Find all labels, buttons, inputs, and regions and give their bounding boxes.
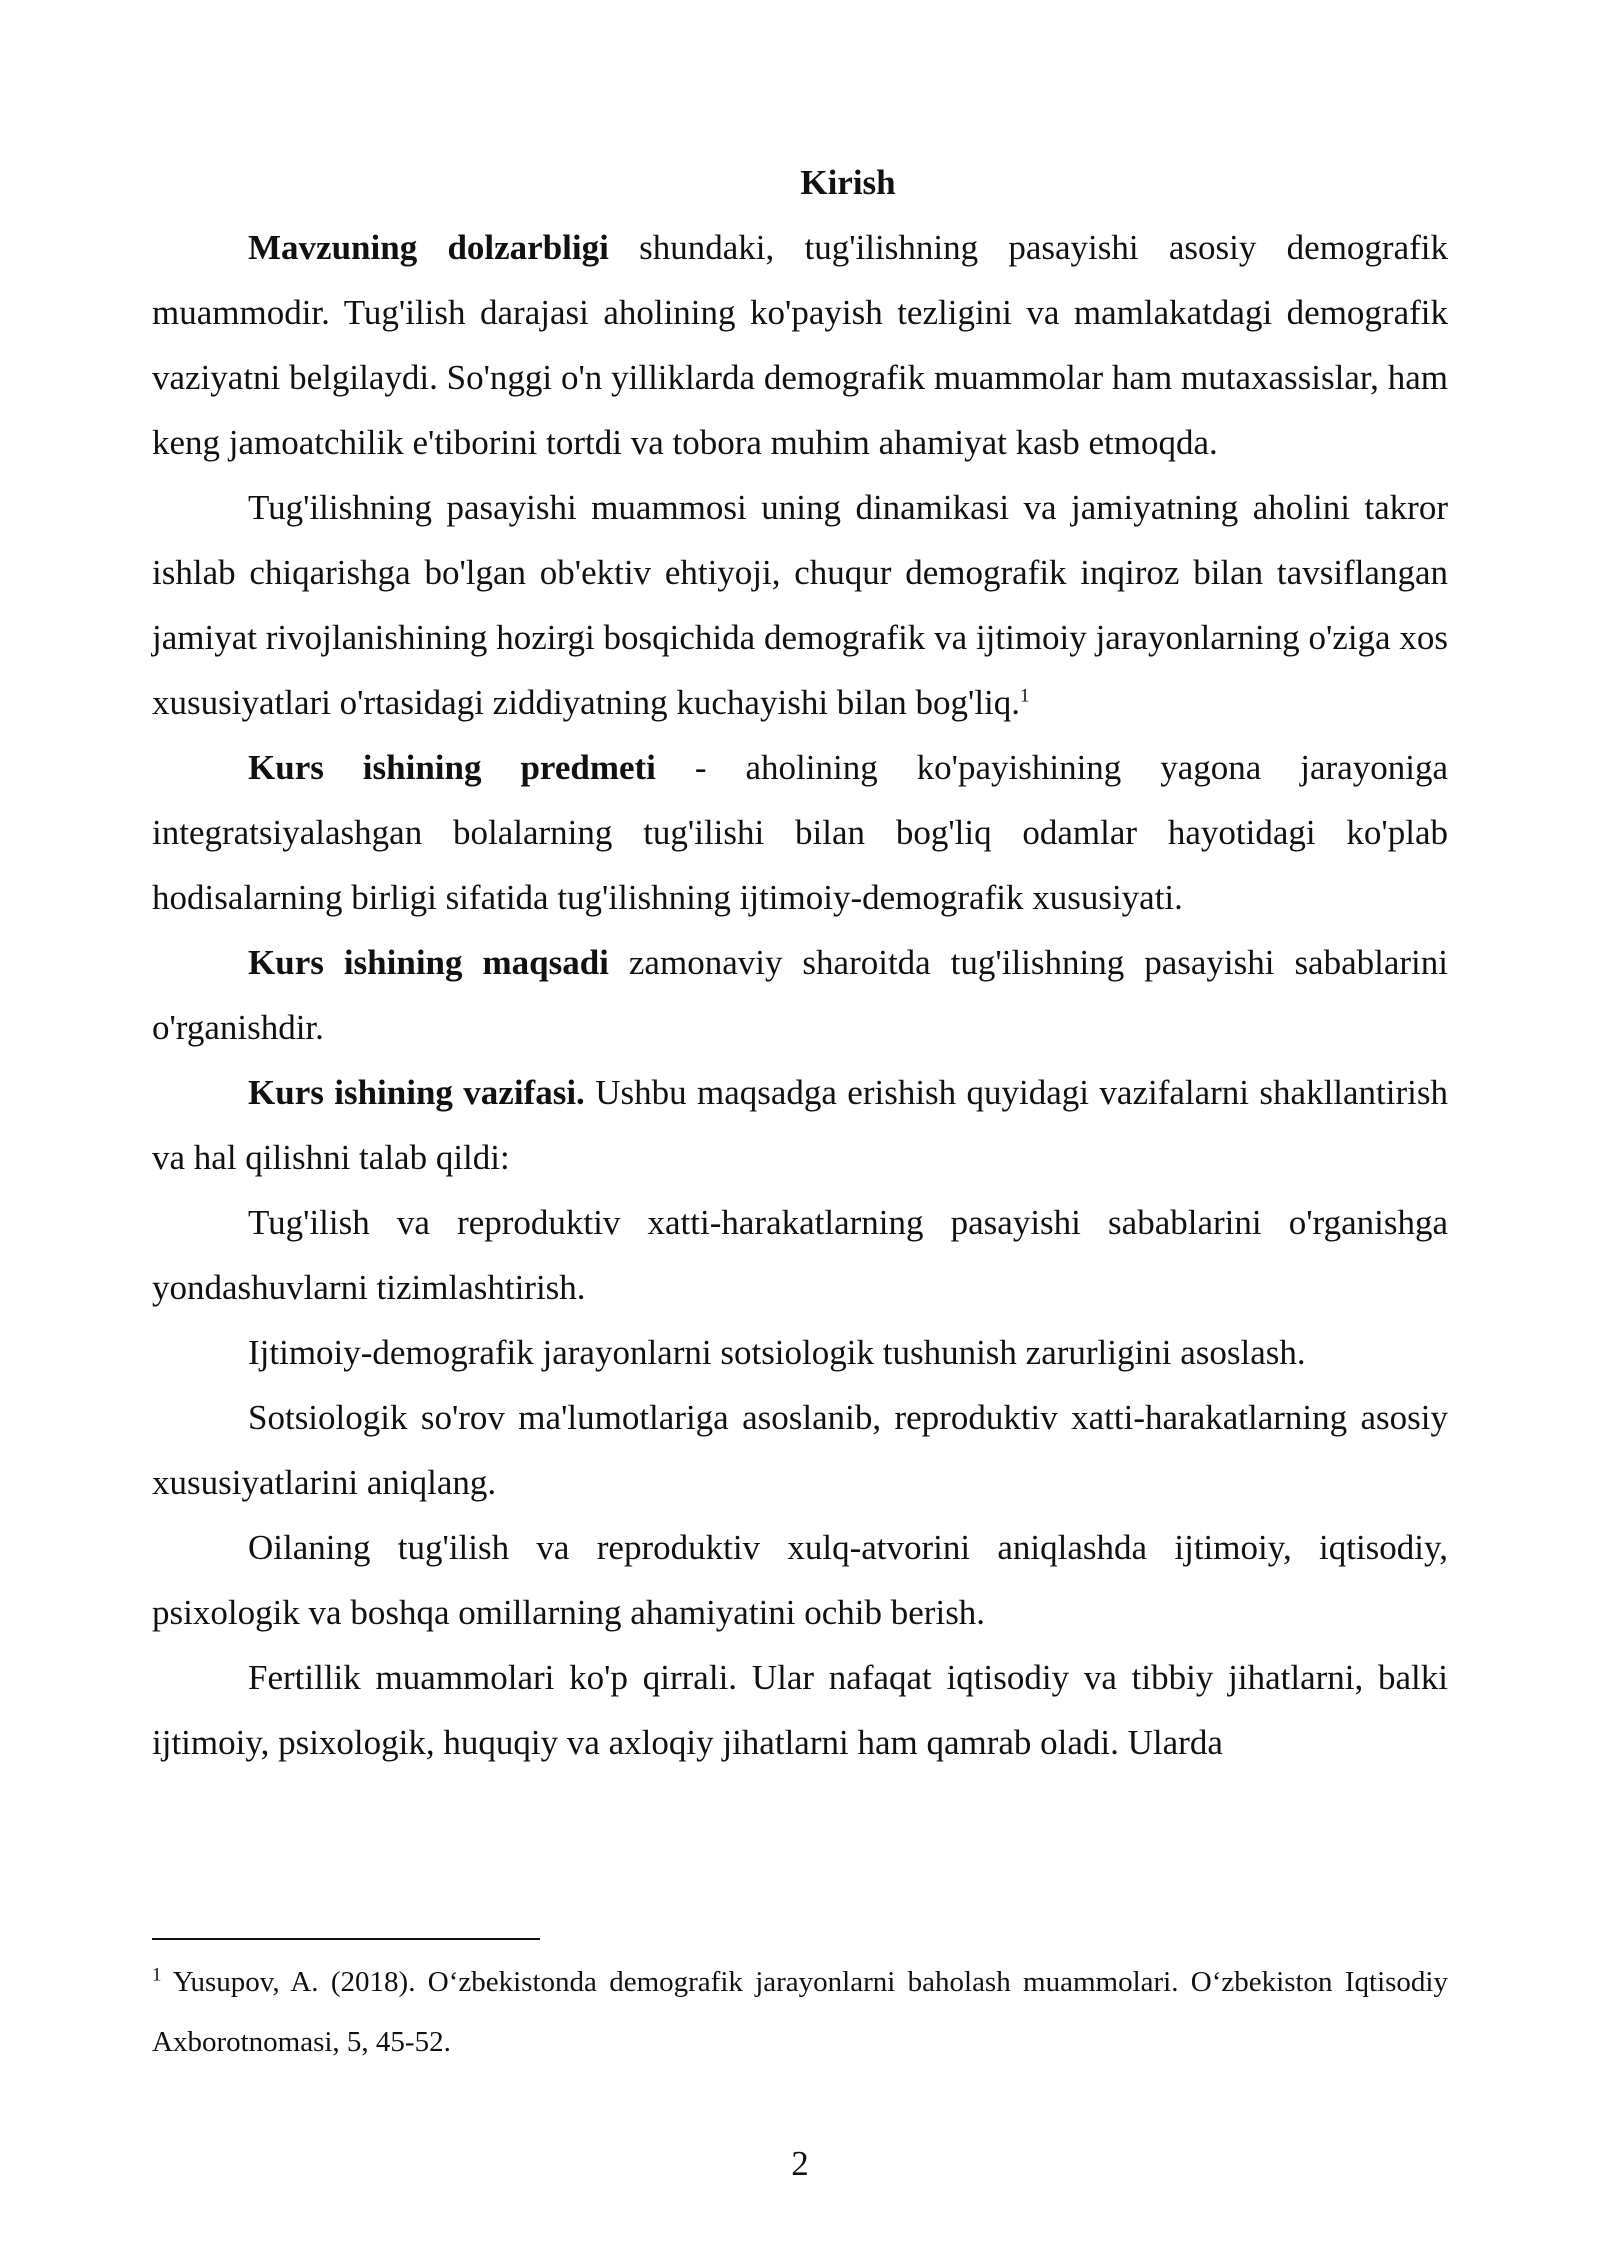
paragraph-relevance [152, 215, 1448, 475]
paragraph-text: Ijtimoiy-demografik jarayonlarni sotsiologik tushunish zarurligini asoslash. [248, 1333, 1306, 1372]
task-item [152, 1320, 1448, 1385]
footnote-reference[interactable]: 1 [1020, 685, 1030, 707]
footnote [152, 1952, 1448, 2072]
paragraph-lead: Kurs ishining predmeti [248, 748, 656, 787]
task-item [152, 1190, 1448, 1320]
paragraph-text: Oilaning tug'ilish va reproduktiv xulq-atvorini aniqlashda ijtimoiy, iqtisodiy, psixologik va boshqa omillarning ahamiyatini ochib berish. [152, 1528, 1448, 1632]
page-title: Kirish [800, 163, 896, 202]
paragraph-text: Ushbu maqsadga erishish quyidagi vazifalarni shakllantirish va hal qilishni talab qildi: [152, 1073, 1449, 1177]
page-number: 2 [791, 2144, 809, 2183]
paragraph-text: Fertillik muammolari ko'p qirrali. Ular nafaqat iqtisodiy va tibbiy jihatlarni, balki ijtimoiy, psixologik, huquqiy va axloqiy jihatlarni ham qamrab oladi. Ularda [152, 1658, 1448, 1762]
task-item [152, 1385, 1448, 1515]
paragraph-lead: Mavzuning dolzarbligi [248, 228, 609, 267]
paragraph-text: zamonaviy sharoitda tug'ilishning pasayishi sabablarini o'rganishdir. [152, 943, 1448, 1047]
paragraph-lead: Kurs ishining maqsadi [248, 943, 609, 982]
document-body [152, 150, 1448, 1775]
paragraph-text: shundaki, tug'ilishning pasayishi asosiy demografik muammodir. Tug'ilish darajasi aholining ko'payish tezligini va mamlakatdagi demografik vaziyatni belgilaydi. So'nggi o'n yilliklarda demografik muammolar ham mutaxassislar, ham keng jamoatchilik e'tiborini tortdi va tobora muhim ahamiyat kasb etmoqda. [152, 228, 1448, 462]
paragraph-lead: Kurs ishining vazifasi. [248, 1073, 585, 1112]
task-item [152, 1515, 1448, 1645]
footnote-number: 1 [152, 1964, 162, 1986]
footnote-text: Yusupov, A. (2018). O‘zbekistonda demografik jarayonlarni baholash muammolari. O‘zbekiston Iqtisodiy Axborotnomasi, 5, 45-52. [152, 1966, 1448, 2058]
paragraph-fertility [152, 1645, 1448, 1775]
paragraph-text: Tug'ilishning pasayishi muammosi uning dinamikasi va jamiyatning aholini takror ishlab chiqarishga bo'lgan ob'ektiv ehtiyoji, chuqur demografik inqiroz bilan tavsiflangan jamiyat rivojlanishining hozirgi bosqichida demografik va ijtimoiy jarayonlarning o'ziga xos xususiyatlari o'rtasidagi ziddiyatning kuchayishi bilan bog'liq. [152, 488, 1448, 722]
paragraph-text: - aholining ko'payishining yagona jarayoniga integratsiyalashgan bolalarning tug'ilishi bilan bog'liq odamlar hayotidagi ko'plab hodisalarning birligi sifatida tug'ilishning ijtimoiy-demografik xususiyati. [152, 748, 1448, 917]
paragraph-subject [152, 735, 1448, 930]
paragraph-problem [152, 475, 1448, 735]
paragraph-tasks [152, 1060, 1448, 1190]
paragraph-text: Tug'ilish va reproduktiv xatti-harakatlarning pasayishi sabablarini o'rganishga yondashuvlarni tizimlashtirish. [152, 1203, 1448, 1307]
paragraph-goal [152, 930, 1448, 1060]
paragraph-text: Sotsiologik so'rov ma'lumotlariga asoslanib, reproduktiv xatti-harakatlarning asosiy xususiyatlarini aniqlang. [152, 1398, 1448, 1502]
footnote-separator [152, 1938, 540, 1940]
